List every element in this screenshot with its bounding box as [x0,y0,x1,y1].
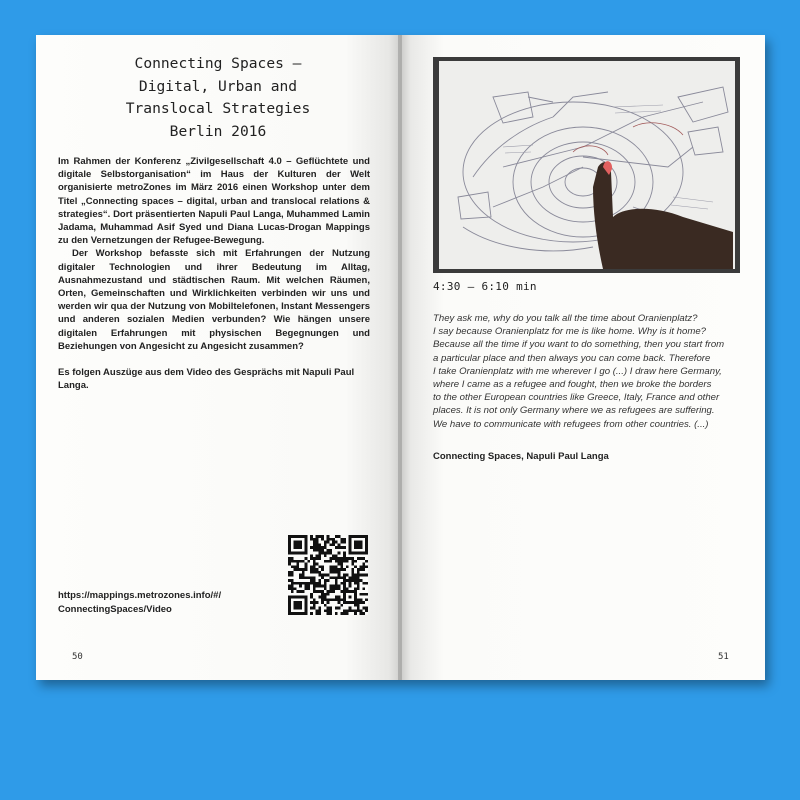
title-line: Berlin 2016 [169,122,267,140]
video-still [433,57,740,273]
quote-line: where I came as a refugee and fought, then we broke the borders [433,379,712,391]
left-page [36,35,400,680]
quote-credit: Connecting Spaces, Napuli Paul Langa [433,451,609,462]
quote-line: Because all the time if you want to do something, then you start from [433,339,725,351]
quote-line: to the other European countries like Greece, Italy, France and other [433,392,720,404]
title-line: Connecting Spaces – [134,55,302,72]
title-line: Translocal Strategies [125,100,311,117]
paragraph: Es folgen Auszüge aus dem Video des Gesprächs mit Napuli Paul Langa. [58,367,355,392]
quote-line: I say because Oranienplatz for me is like home. Why is it home? [433,326,707,338]
qr-code-icon[interactable] [288,535,368,615]
quote-line: They ask me, why do you talk all the time about Oranienplatz? [433,313,698,324]
paragraph: Im Rahmen der Konferenz „Zivilgesellschaft 4.0 – Geflüchtete und digitale Selbstorganisation“ im Haus der Kulturen der Welt organisierte metroZones im März 2016 einen Workshop unter dem Titel „Connecting spaces – digital, urban and translocal relations & strategies“. Dort präsentierten Napuli Paul Langa, Muhammed Lamin Jadama, Muhammad Asif Syed und Diana Lucas-Drogan Mappings zu den Vernetzungen der Refugee-Bewegung. [58,156,370,247]
quote-line: a particular place and then always you can come back. Therefore [433,352,711,364]
video-link[interactable] [58,589,221,616]
quote-text [433,312,743,431]
page-title [36,53,400,143]
paragraph: Der Workshop befasste sich mit Erfahrungen der Nutzung digitaler Technologien und ihrer Bedeutung im Alltag, Ausnahmezustand und städtischen Raum. Mit welchen Räumen, Orten, Gemeinschaften und Wirklichkeiten verbinden wir uns und werden wir qua der Nutzung von Mobiltelefonen, Instant Messengers und anderen sozialen Medien verbunden? Wie hängen unsere digitalen Erfahrungen mit physischen Begegnungen und Beziehungen von Angesicht zu Angesicht zusammen? [58,248,370,352]
right-page [400,35,765,680]
timecode: 4:30 – 6:10 min [433,280,537,293]
page-number: 51 [718,652,729,662]
title-line: Digital, Urban and [138,77,298,95]
link-line[interactable]: ConnectingSpaces/Video [58,603,172,615]
page-number: 50 [72,652,83,662]
body-text [58,155,370,392]
quote-line: places. It is not only Germany where we as refugees are suffering. [433,405,715,417]
quote-line: We have to communicate with refugees from other countries. (...) [433,418,709,430]
book-spine [398,35,402,680]
link-line[interactable]: https://mappings.metrozones.info/#/ [58,590,222,601]
open-book [36,35,765,680]
quote-line: I take Oranienplatz with me wherever I go (...) I draw here Germany, [433,365,722,377]
